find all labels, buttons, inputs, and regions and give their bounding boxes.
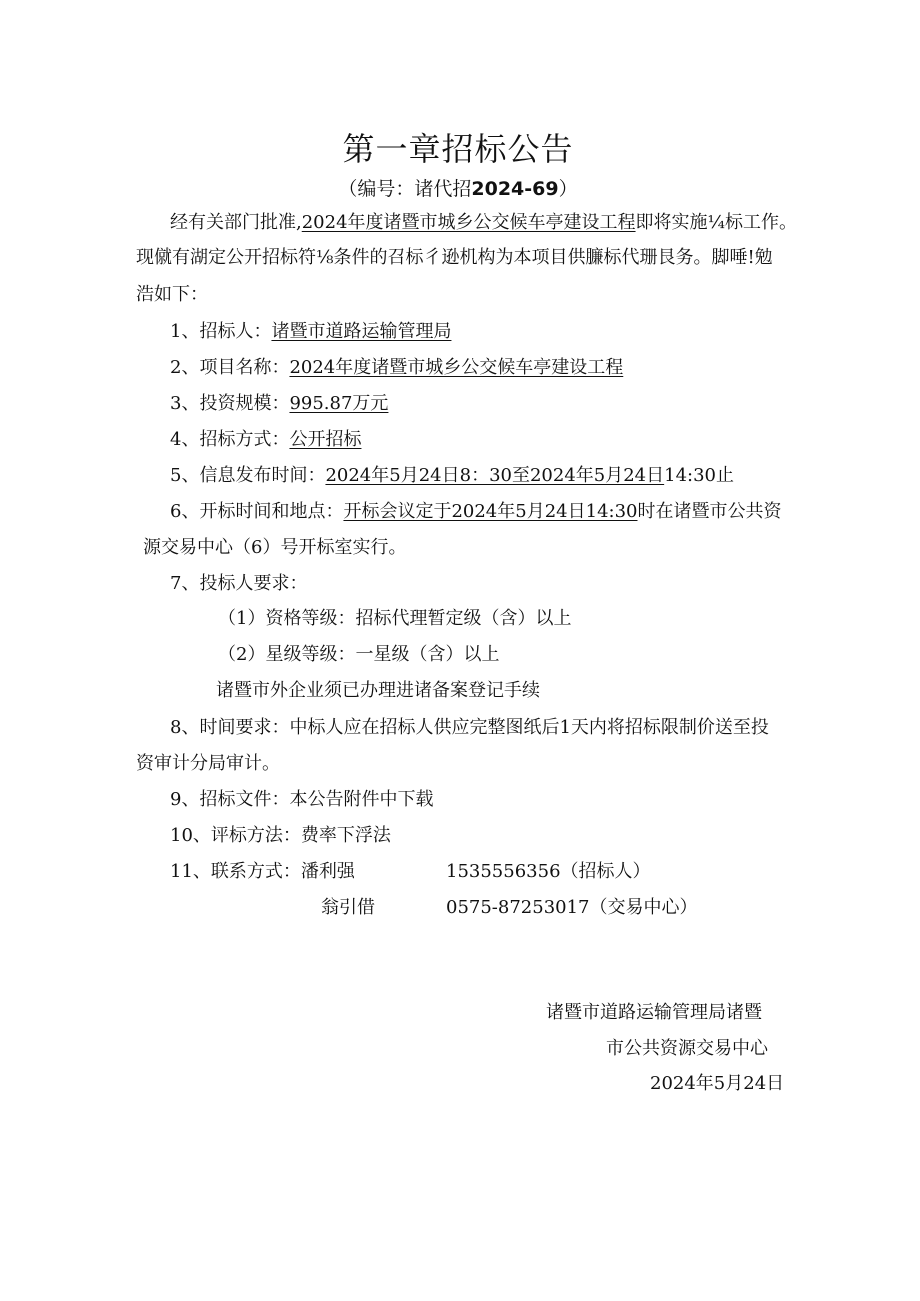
document-code xyxy=(0,174,916,201)
contact-name: 潘利强 xyxy=(300,861,355,882)
item-5: 5、信息发布时间：2024年5月24日8：30至2024年5月24日14:30止 xyxy=(170,465,735,486)
contact-name: 翁引借 xyxy=(321,897,375,918)
item-2: 2、项目名称：2024年度诸暨市城乡公交候车亭建设工程 xyxy=(170,357,624,378)
intro-line-2: 现僦有湖定公开招标符⅛条件的召标彳逊机构为本项目供臁标代珊艮务。脚唾!勉 xyxy=(136,247,773,268)
item-3: 3、投资规模：995.87万元 xyxy=(170,393,389,414)
item-4: 4、招标方式：公开招标 xyxy=(170,429,362,450)
item-6-line-2: 源交易中心（6）号开标室实行。 xyxy=(143,537,407,558)
item-1: 1、招标人：诸暨市道路运输管理局 xyxy=(170,321,452,342)
item-9: 9、招标文件：本公告附件中下载 xyxy=(170,789,434,810)
item-7-sub-1: （1）资格等级：招标代理暂定级（含）以上 xyxy=(218,608,572,629)
intro-line-1: 经有关部门批准,2024年度诸暨市城乡公交候车亭建设工程即将实施¼标工作。 xyxy=(170,212,797,233)
item-7-sub-2: （2）星级等级：一星级（含）以上 xyxy=(218,644,500,665)
intro-line-3: 浩如下： xyxy=(136,284,208,305)
item-8-line-2: 资审计分局审计。 xyxy=(136,753,280,774)
code-number: 2024-69 xyxy=(471,178,559,200)
signature-date: 2024年5月24日 xyxy=(650,1073,785,1094)
contact-phone: 1535556356（招标人） xyxy=(446,861,651,882)
item-5-value: 2024年5月24日8：30至2024年5月24日 xyxy=(325,465,665,486)
signature-line-2: 市公共资源交易中心 xyxy=(606,1038,768,1059)
intro-project-name: 2024年度诸暨市城乡公交候车亭建设工程 xyxy=(301,212,636,233)
item-2-value: 2024年度诸暨市城乡公交候车亭建设工程 xyxy=(289,357,624,378)
code-suffix: ） xyxy=(558,178,578,200)
item-7: 7、投标人要求： xyxy=(170,573,308,594)
item-6-value: 开标会议定于2024年5月24日14:30 xyxy=(343,501,638,522)
item-10: 10、评标方法：费率下浮法 xyxy=(170,825,391,846)
page-title: 第一章招标公告 xyxy=(342,130,574,168)
item-6: 6、开标时间和地点：开标会议定于2024年5月24日14:30时在诸暨市公共资 xyxy=(170,501,782,522)
item-7-note: 诸暨市外企业须已办理进诸备案登记手续 xyxy=(216,680,540,701)
item-11-row-1: 11、联系方式：潘利强 1535556356（招标人） xyxy=(170,861,651,882)
item-1-value: 诸暨市道路运输管理局 xyxy=(271,321,452,342)
item-4-value: 公开招标 xyxy=(289,429,362,450)
contact-phone: 0575-87253017（交易中心） xyxy=(446,897,698,918)
signature-line-1: 诸暨市道路运输管理局诸暨 xyxy=(546,1002,762,1023)
code-prefix: （编号：诸代招 xyxy=(338,178,472,200)
item-8-line-1: 8、时间要求：中标人应在招标人供应完整图纸后1天内将招标限制价送至投 xyxy=(170,717,769,738)
item-3-value: 995.87万元 xyxy=(289,393,389,414)
item-11-row-2 xyxy=(321,896,881,920)
